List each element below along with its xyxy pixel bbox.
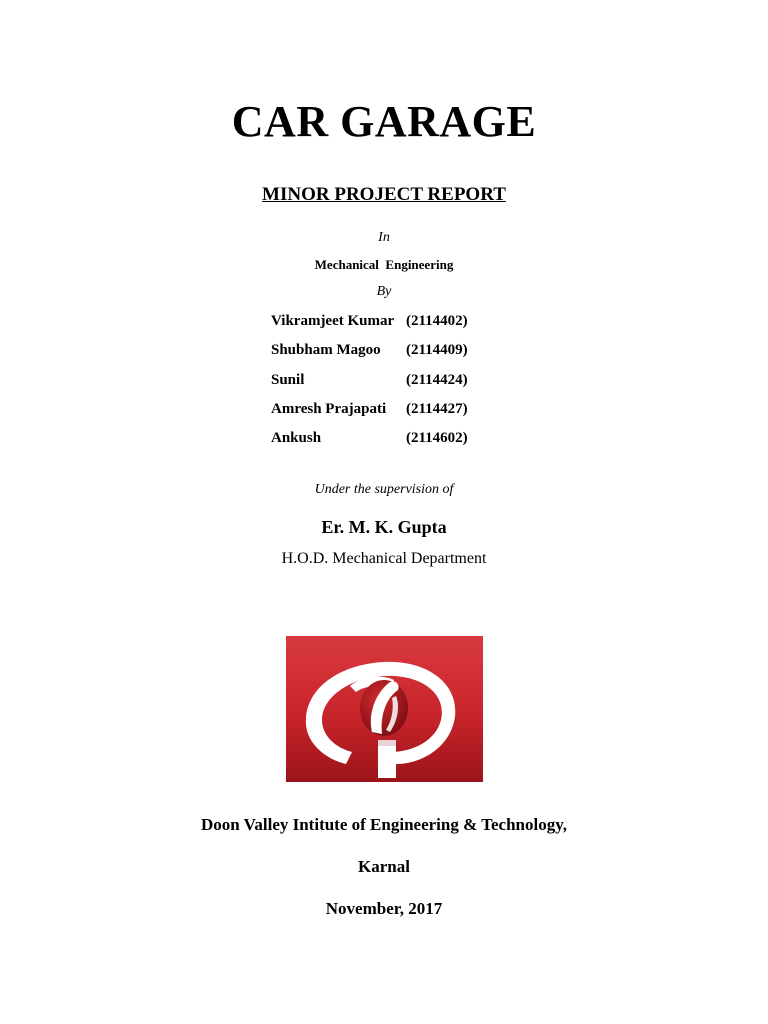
student-id: (2114402)	[406, 313, 468, 329]
department-name: Mechanical Engineering	[314, 257, 454, 272]
student-id: (2114409)	[406, 342, 468, 359]
report-title: CAR GARAGE	[231, 97, 537, 146]
student-name: Sunil	[271, 371, 305, 388]
student-name: Shubham Magoo	[271, 342, 381, 359]
student-row	[271, 337, 511, 366]
city-name: Karnal	[358, 857, 410, 876]
student-row	[271, 396, 511, 425]
report-subtitle: MINOR PROJECT REPORT	[262, 184, 506, 205]
student-list	[271, 308, 511, 454]
supervisor-name: Er. M. K. Gupta	[321, 517, 447, 537]
student-name: Ankush	[271, 430, 322, 447]
report-date: November, 2017	[325, 899, 443, 918]
student-name: Vikramjeet Kumar	[271, 313, 395, 329]
student-row	[271, 425, 511, 454]
by-label: By	[376, 284, 392, 299]
in-label: In	[378, 230, 390, 245]
student-row	[271, 308, 511, 337]
student-id: (2114602)	[406, 430, 468, 447]
student-row	[271, 367, 511, 396]
supervision-label: Under the supervision of	[314, 482, 454, 497]
student-id: (2114424)	[406, 371, 468, 388]
institute-logo-icon	[286, 636, 483, 782]
student-id: (2114427)	[406, 400, 468, 417]
student-name: Amresh Prajapati	[271, 400, 387, 417]
institute-name: Doon Valley Intitute of Engineering & Technology,	[200, 815, 568, 834]
supervisor-role: H.O.D. Mechanical Department	[281, 550, 487, 567]
